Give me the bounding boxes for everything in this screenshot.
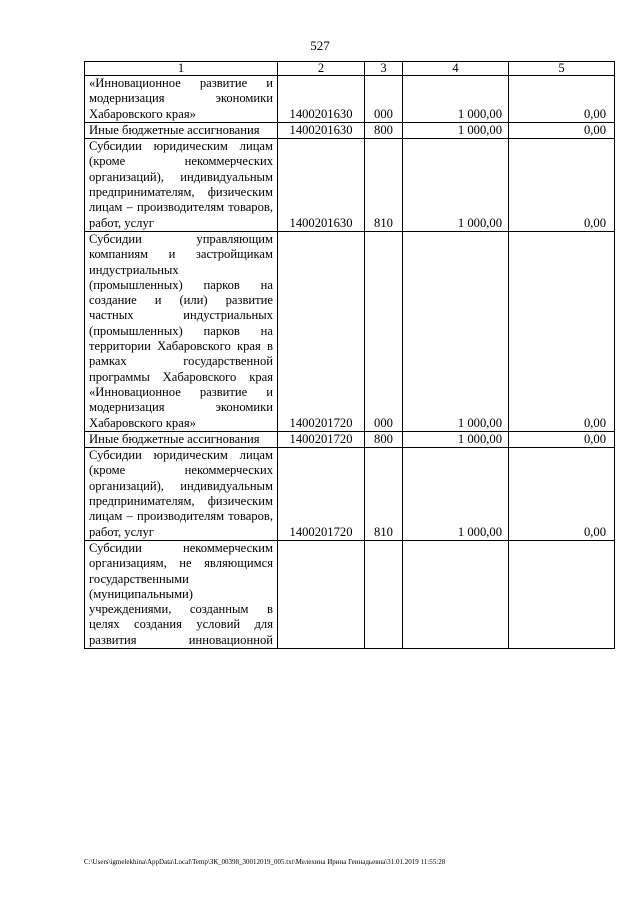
row-sum-1: 1 000,00	[403, 231, 509, 431]
row-vr	[365, 540, 403, 648]
header-col-2: 2	[278, 62, 365, 76]
table-row	[85, 431, 615, 447]
row-code: 1400201630	[278, 122, 365, 138]
page-number: 527	[310, 38, 330, 53]
row-code: 1400201720	[278, 431, 365, 447]
row-name: Иные бюджетные ассигнования	[85, 122, 278, 138]
row-name: «Инновационное развитие и модернизация экономики Хабаровского края»	[85, 76, 278, 123]
row-vr: 000	[365, 76, 403, 123]
row-code: 1400201630	[278, 76, 365, 123]
row-name: Субсидии юридическим лицам (кроме некоммерческих организаций), индивидуальным предпринимателям, физическим лицам – производителям товаров, работ, услуг	[85, 448, 278, 541]
table-row	[85, 231, 615, 431]
row-sum-1: 1 000,00	[403, 76, 509, 123]
row-sum-1: 1 000,00	[403, 139, 509, 232]
row-sum-2: 0,00	[509, 231, 615, 431]
row-sum-1: 1 000,00	[403, 448, 509, 541]
row-code: 1400201720	[278, 448, 365, 541]
row-vr: 800	[365, 431, 403, 447]
budget-table	[84, 61, 615, 649]
row-name: Субсидии юридическим лицам (кроме некоммерческих организаций), индивидуальным предпринимателям, физическим лицам – производителям товаров, работ, услуг	[85, 139, 278, 232]
row-vr: 000	[365, 231, 403, 431]
row-sum-2: 0,00	[509, 448, 615, 541]
table-row	[85, 139, 615, 232]
header-row	[85, 62, 615, 76]
row-name: Иные бюджетные ассигнования	[85, 431, 278, 447]
footer-file-path: C:\Users\igmelekhina\AppData\Local\Temp\ЗК_00398_30012019_005.txt\Мелехина Ирина Геннадьевна\31.01.2019 11:55:28	[84, 858, 446, 866]
row-sum-2: 0,00	[509, 122, 615, 138]
row-sum-2: 0,00	[509, 76, 615, 123]
row-code	[278, 540, 365, 648]
header-col-3: 3	[365, 62, 403, 76]
row-sum-2: 0,00	[509, 431, 615, 447]
row-sum-2: 0,00	[509, 139, 615, 232]
row-sum-1: 1 000,00	[403, 122, 509, 138]
row-name: Субсидии некоммерческим организациям, не являющимся государственными (муниципальными) учреждениями, созданным в целях создания условий для развития инновационной	[85, 540, 278, 648]
row-sum-1: 1 000,00	[403, 431, 509, 447]
table-row	[85, 76, 615, 123]
table-row	[85, 540, 615, 648]
row-code: 1400201720	[278, 231, 365, 431]
row-name: Субсидии управляющим компаниям и застройщикам индустриальных (промышленных) парков на создание и (или) развитие частных индустриальных (промышленных) парков на территории Хабаровского края в рамках государственной программы Хабаровского края «Инновационное развитие и модернизация экономики Хабаровского края»	[85, 231, 278, 431]
table-row	[85, 122, 615, 138]
row-vr: 810	[365, 448, 403, 541]
row-vr: 810	[365, 139, 403, 232]
header-col-1: 1	[85, 62, 278, 76]
header-col-4: 4	[403, 62, 509, 76]
row-vr: 800	[365, 122, 403, 138]
row-code: 1400201630	[278, 139, 365, 232]
table-row	[85, 448, 615, 541]
row-sum-1	[403, 540, 509, 648]
row-sum-2	[509, 540, 615, 648]
header-col-5: 5	[509, 62, 615, 76]
